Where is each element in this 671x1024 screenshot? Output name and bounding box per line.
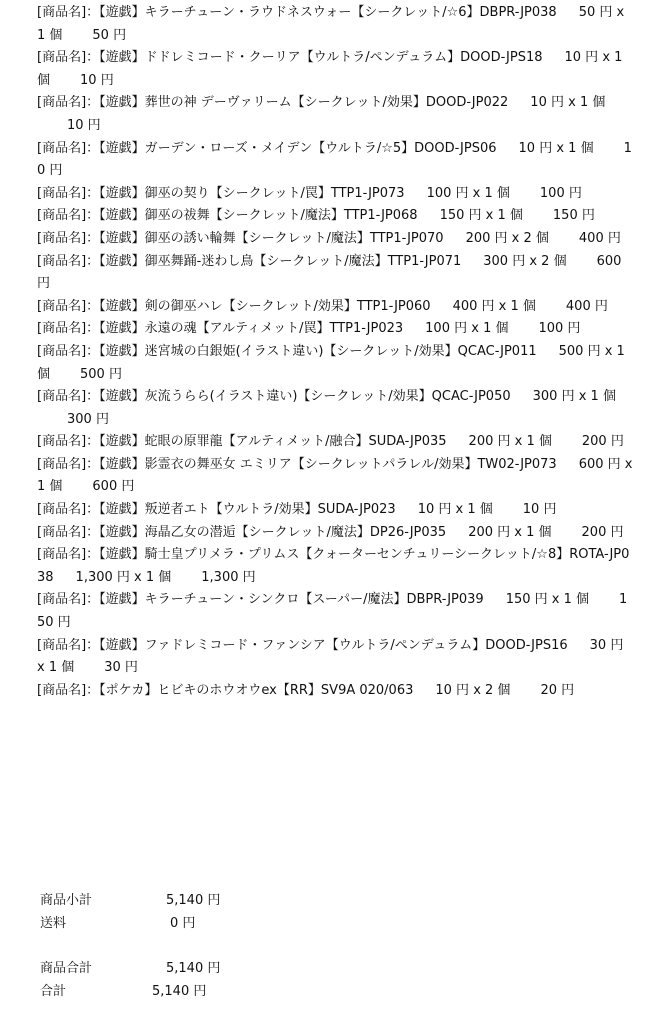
item-quantity: x 1 個 [455, 502, 493, 518]
item-unit-price: 300 円 [532, 389, 575, 405]
order-item [37, 251, 633, 296]
item-line-total: 600 円 [92, 479, 135, 495]
item-line-total: 100 円 [539, 185, 582, 201]
item-title: 【遊戯】迷宮城の白銀姫(イラスト違い)【シークレット/効果】QCAC-JP011 [99, 343, 537, 359]
item-title: 【遊戯】海晶乙女の潜逅【シークレット/魔法】DP26-JP035 [99, 524, 447, 540]
item-line-total: 600 円 [37, 253, 622, 292]
item-unit-price: 10 円 [518, 140, 553, 156]
item-line-total: 400 円 [578, 230, 621, 246]
order-item [37, 318, 633, 341]
product-total-row [40, 958, 340, 981]
shipping-value: 0 円 [170, 915, 196, 931]
grand-total-value: 5,140 円 [152, 984, 207, 1000]
item-unit-price: 300 円 [483, 253, 526, 269]
item-name-label: [商品名]： [37, 502, 100, 518]
item-quantity: x 1 個 [485, 208, 523, 224]
item-quantity: x 1 個 [498, 298, 536, 314]
order-item [37, 341, 633, 386]
item-quantity: x 1 個 [37, 343, 625, 382]
item-line-total: 10 円 [80, 72, 114, 88]
item-unit-price: 10 円 [417, 502, 452, 518]
item-quantity: x 1 個 [514, 434, 552, 450]
order-item [37, 183, 633, 206]
item-title: 【遊戯】影霊衣の舞巫女 エミリア【シークレットパラレル/効果】TW02-JP073 [99, 456, 557, 472]
item-quantity: x 1 個 [472, 185, 510, 201]
item-name-label: [商品名]： [37, 321, 100, 337]
item-title: 【遊戯】キラーチューン・ラウドネスウォー【シークレット/☆6】DBPR-JP038 [99, 5, 557, 20]
order-item [37, 522, 633, 545]
item-line-total: 10 円 [37, 140, 632, 179]
item-title: 【遊戯】騎士皇プリメラ・プリムス【クォーターセンチュリーシークレット/☆8】ROTA-JP038 [37, 547, 630, 585]
item-quantity: x 1 個 [556, 140, 594, 156]
item-name-label: [商品名]： [37, 389, 100, 405]
item-quantity: x 1 個 [471, 321, 509, 337]
item-unit-price: 200 円 [465, 230, 508, 246]
item-title: 【遊戯】葬世の神 デーヴァリーム【シークレット/効果】DOOD-JP022 [99, 95, 509, 111]
item-line-total: 50 円 [92, 27, 127, 43]
item-line-total: 500 円 [80, 366, 122, 382]
item-name-label: [商品名]： [37, 253, 100, 269]
item-title: 【遊戯】ガーデン・ローズ・メイデン【ウルトラ/☆5】DOOD-JPS06 [99, 140, 497, 156]
summary-spacer [40, 936, 340, 959]
item-line-total: 30 円 [104, 660, 138, 676]
item-unit-price: 30 円 [589, 637, 624, 653]
item-title: 【遊戯】御巫の祓舞【シークレット/魔法】TTP1-JP068 [99, 208, 418, 224]
product-total-label: 商品合計 [40, 961, 93, 977]
item-line-total: 400 円 [565, 298, 608, 314]
item-title: 【遊戯】永遠の魂【アルティメット/罠】TTP1-JP023 [99, 321, 404, 337]
order-item [37, 589, 633, 634]
item-name-label: [商品名]： [37, 547, 100, 563]
shipping-label: 送料 [40, 915, 67, 931]
item-line-total: 10 円 [522, 502, 557, 518]
item-line-total: 150 円 [37, 592, 628, 631]
item-name-label: [商品名]： [37, 230, 100, 246]
item-line-total: 10 円 [67, 117, 101, 133]
item-quantity: x 1 個 [37, 660, 75, 676]
item-line-total: 150 円 [552, 208, 595, 224]
order-item [37, 47, 633, 92]
item-line-total: 20 円 [540, 682, 575, 698]
order-item [37, 544, 633, 589]
order-item [37, 92, 633, 137]
item-line-total: 200 円 [581, 524, 624, 540]
item-unit-price: 50 円 [578, 5, 613, 20]
order-item [37, 205, 633, 228]
item-title: 【遊戯】蛇眼の原罪龍【アルティメット/融合】SUDA-JP035 [99, 434, 447, 450]
item-quantity: x 1 個 [37, 5, 625, 43]
item-quantity: x 1 個 [37, 456, 633, 495]
item-name-label: [商品名]： [37, 637, 100, 653]
item-line-total: 300 円 [67, 411, 109, 427]
item-unit-price: 500 円 [558, 343, 601, 359]
item-title: 【遊戯】ファドレミコード・ファンシア【ウルトラ/ペンデュラム】DOOD-JPS16 [99, 637, 568, 653]
item-quantity: x 1 個 [578, 389, 616, 405]
item-name-label: [商品名]： [37, 592, 100, 608]
item-name-label: [商品名]： [37, 456, 100, 472]
item-title: 【遊戯】叛逆者エト【ウルトラ/効果】SUDA-JP023 [99, 502, 396, 518]
order-item [37, 680, 633, 703]
item-title: 【遊戯】御巫舞踊-迷わし鳥【シークレット/魔法】TTP1-JP071 [99, 253, 462, 269]
product-total-value: 5,140 円 [166, 961, 221, 977]
item-unit-price: 200 円 [468, 524, 511, 540]
item-name-label: [商品名]： [37, 50, 100, 66]
item-title: 【ポケカ】ヒビキのホウオウex【RR】SV9A 020/063 [99, 682, 414, 698]
order-item [37, 138, 633, 183]
order-item [37, 296, 633, 319]
order-item [37, 386, 633, 431]
item-unit-price: 10 円 [564, 50, 599, 66]
item-quantity: x 2 個 [511, 230, 549, 246]
order-item [37, 2, 633, 47]
item-quantity: x 2 個 [473, 682, 511, 698]
product-subtotal-row [40, 890, 340, 913]
order-item [37, 228, 633, 251]
item-unit-price: 10 円 [530, 95, 564, 111]
order-summary [40, 890, 340, 1004]
item-line-total: 200 円 [581, 434, 624, 450]
item-name-label: [商品名]： [37, 185, 100, 201]
item-quantity: x 1 個 [514, 524, 552, 540]
item-line-total: 1,300 円 [201, 569, 256, 585]
item-unit-price: 10 円 [435, 682, 470, 698]
item-quantity: x 1 個 [134, 569, 172, 585]
product-subtotal-label: 商品小計 [40, 893, 93, 908]
item-name-label: [商品名]： [37, 434, 100, 450]
grand-total-label: 合計 [40, 984, 67, 1000]
item-unit-price: 150 円 [505, 592, 548, 608]
item-unit-price: 1,300 円 [75, 569, 130, 585]
item-unit-price: 150 円 [439, 208, 482, 224]
item-name-label: [商品名]： [37, 208, 100, 224]
item-title: 【遊戯】キラーチューン・シンクロ【スーパー/魔法】DBPR-JP039 [99, 592, 484, 608]
item-unit-price: 100 円 [426, 185, 469, 201]
item-quantity: x 2 個 [529, 253, 567, 269]
item-name-label: [商品名]： [37, 5, 100, 20]
order-item [37, 431, 633, 454]
product-subtotal-value: 5,140 円 [166, 893, 221, 908]
item-name-label: [商品名]： [37, 682, 100, 698]
shipping-row [40, 913, 340, 936]
grand-total-row [40, 981, 340, 1004]
item-name-label: [商品名]： [37, 140, 100, 156]
order-item [37, 635, 633, 680]
item-unit-price: 600 円 [578, 456, 621, 472]
order-item-list [37, 2, 633, 702]
item-title: 【遊戯】ドドレミコード・クーリア【ウルトラ/ペンデュラム】DOOD-JPS18 [99, 50, 543, 66]
item-quantity: x 1 個 [551, 592, 590, 608]
item-unit-price: 400 円 [452, 298, 495, 314]
item-name-label: [商品名]： [37, 298, 100, 314]
item-line-total: 100 円 [538, 321, 581, 337]
item-unit-price: 100 円 [425, 321, 468, 337]
item-name-label: [商品名]： [37, 95, 100, 111]
item-title: 【遊戯】灰流うらら(イラスト違い)【シークレット/効果】QCAC-JP050 [99, 389, 511, 405]
item-title: 【遊戯】剣の御巫ハレ【シークレット/効果】TTP1-JP060 [99, 298, 431, 314]
item-quantity: x 1 個 [568, 95, 606, 111]
item-unit-price: 200 円 [468, 434, 511, 450]
item-title: 【遊戯】御巫の契り【シークレット/罠】TTP1-JP073 [99, 185, 405, 201]
item-title: 【遊戯】御巫の誘い輪舞【シークレット/魔法】TTP1-JP070 [99, 230, 444, 246]
order-item [37, 499, 633, 522]
order-item [37, 454, 633, 499]
item-name-label: [商品名]： [37, 524, 100, 540]
item-name-label: [商品名]： [37, 343, 100, 359]
item-quantity: x 1 個 [37, 50, 623, 88]
